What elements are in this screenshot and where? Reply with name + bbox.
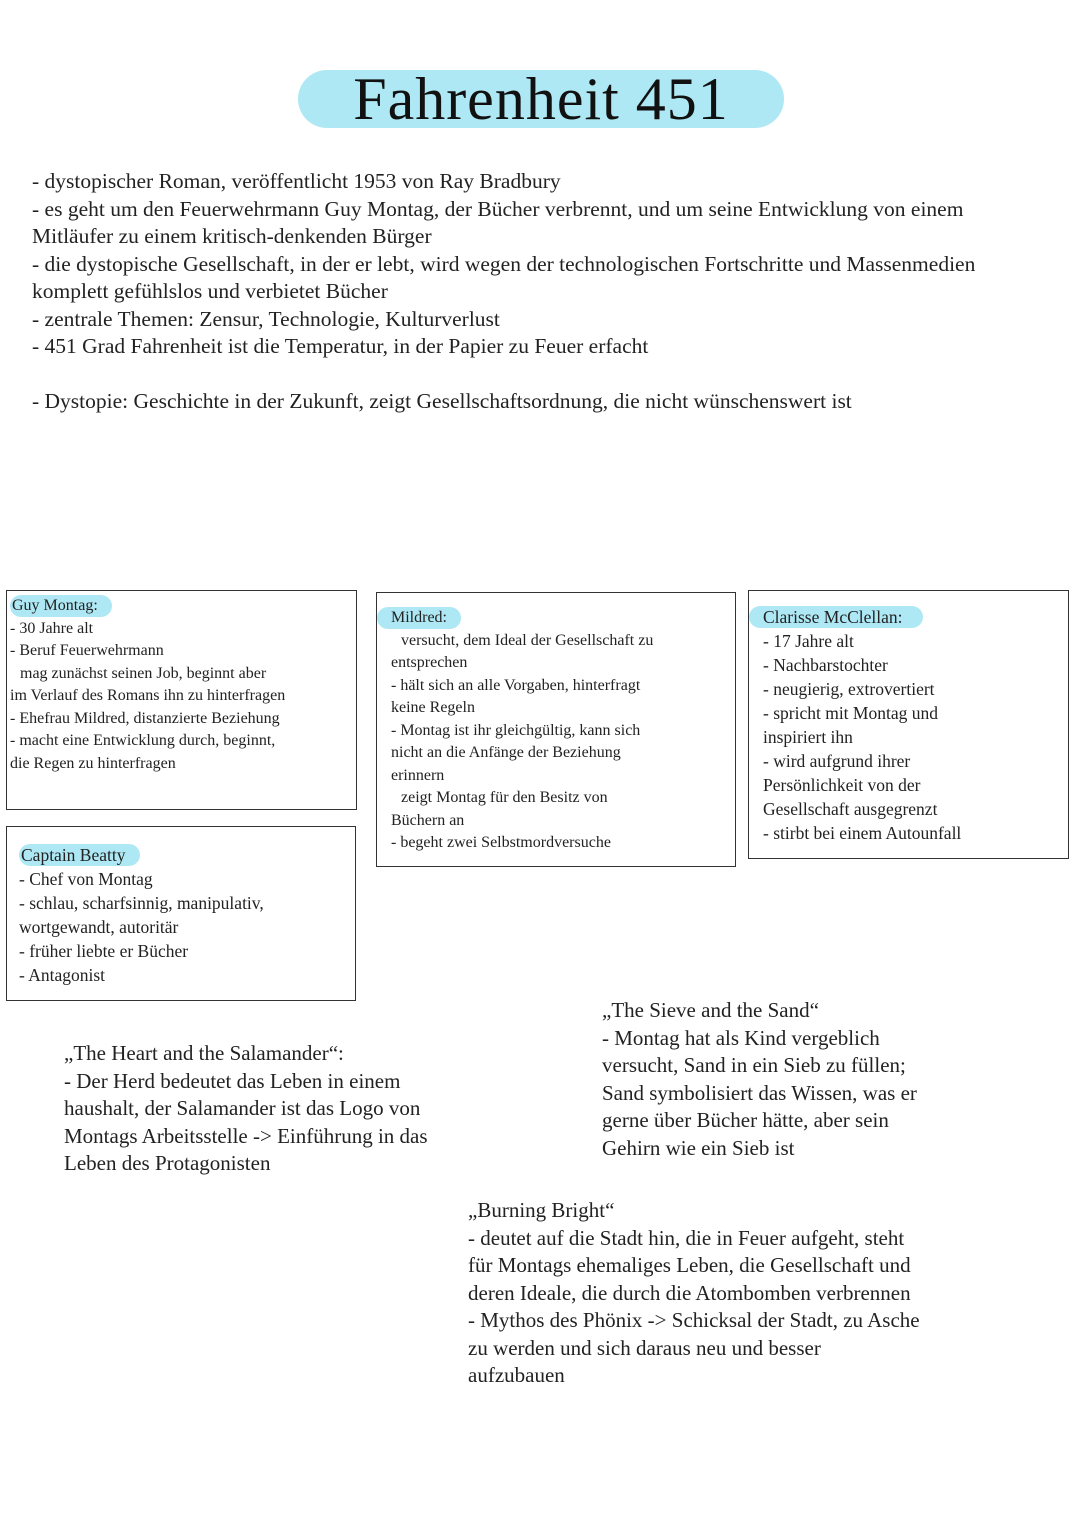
part-line: - Montag hat als Kind vergeblich <box>602 1025 880 1050</box>
part-title: „The Sieve and the Sand“ <box>602 998 819 1022</box>
card-line: Persönlichkeit von der <box>763 775 921 795</box>
part-title: „Burning Bright“ <box>468 1198 615 1222</box>
card-line: - spricht mit Montag und <box>763 703 938 723</box>
character-name: Clarisse McClellan: <box>749 606 923 628</box>
part-burning-bright <box>468 1197 1048 1390</box>
card-line: wortgewandt, autoritär <box>19 917 179 937</box>
character-name: Captain Beatty <box>19 844 140 866</box>
card-line: erinnern <box>391 766 445 784</box>
intro-item: - dystopischer Roman, veröffentlicht 1953 von Ray Bradbury <box>32 169 561 193</box>
part-line: - deutet auf die Stadt hin, die in Feuer aufgeht, steht <box>468 1225 905 1250</box>
part-line: aufzubauen <box>468 1363 565 1387</box>
part-heart-salamander <box>64 1040 534 1178</box>
intro-item: - die dystopische Gesellschaft, in der er lebt, wird wegen der technologischen Fortschritte und Massenmedien komplett gefühlslos und verbietet Bücher <box>32 251 976 303</box>
card-line: zeigt Montag für den Besitz von <box>401 789 608 806</box>
card-line: Gesellschaft ausgegrenzt <box>763 799 938 819</box>
card-line: - Ehefrau Mildred, distanzierte Beziehung <box>10 709 280 727</box>
card-line: - Beruf Feuerwehrmann <box>10 642 164 659</box>
character-card-beatty <box>6 826 356 1001</box>
card-line: entsprechen <box>391 654 468 671</box>
part-sieve-sand <box>602 997 1052 1162</box>
card-line: - wird aufgrund ihrer <box>763 751 911 771</box>
part-line: - Der Herd bedeutet das Leben in einem <box>64 1068 401 1093</box>
card-line: im Verlauf des Romans ihn zu hinterfragen <box>10 687 286 704</box>
card-line: - Nachbarstochter <box>763 655 888 675</box>
part-line: - Mythos des Phönix -> Schicksal der Stadt, zu Asche <box>468 1308 920 1332</box>
card-line: versucht, dem Ideal der Gesellschaft zu <box>401 631 654 649</box>
part-line: haushalt, der Salamander ist das Logo von <box>64 1096 421 1120</box>
card-line: mag zunächst seinen Job, beginnt aber <box>20 664 267 682</box>
card-line: - Antagonist <box>19 965 106 985</box>
part-title: „The Heart and the Salamander“: <box>64 1041 344 1065</box>
part-line: für Montags ehemaliges Leben, die Gesellschaft und <box>468 1253 911 1277</box>
card-line: inspiriert ihn <box>763 727 853 747</box>
part-line: gerne über Bücher hätte, aber sein <box>602 1108 889 1132</box>
card-line: - neugierig, extrovertiert <box>763 679 935 699</box>
part-line: versucht, Sand in ein Sieb zu füllen; <box>602 1053 906 1077</box>
character-card-clarisse <box>748 590 1069 859</box>
card-line: Büchern an <box>391 811 465 829</box>
card-line: - schlau, scharfsinnig, manipulativ, <box>19 893 264 913</box>
character-name: Mildred: <box>377 607 461 629</box>
intro-list <box>32 168 1042 415</box>
part-line: Sand symbolisiert das Wissen, was er <box>602 1080 917 1105</box>
card-line: - stirbt bei einem Autounfall <box>763 823 962 843</box>
card-line: - begeht zwei Selbstmordversuche <box>391 834 611 851</box>
part-line: deren Ideale, die durch die Atombomben verbrennen <box>468 1280 911 1305</box>
intro-item: - zentrale Themen: Zensur, Technologie, Kulturverlust <box>32 306 500 331</box>
character-card-mildred <box>376 592 736 867</box>
part-line: zu werden und sich daraus neu und besser <box>468 1335 821 1360</box>
card-line: - Montag ist ihr gleichgültig, kann sich <box>391 721 641 739</box>
character-card-montag <box>6 590 357 810</box>
spacer <box>32 361 1042 388</box>
card-line: keine Regeln <box>391 699 475 716</box>
card-line: - macht eine Entwicklung durch, beginnt, <box>10 732 276 749</box>
part-line: Gehirn wie ein Sieb ist <box>602 1135 795 1160</box>
card-line: nicht an die Anfänge der Beziehung <box>391 744 621 761</box>
card-line: - hält sich an alle Vorgaben, hinterfragt <box>391 676 641 694</box>
part-line: Montags Arbeitsstelle -> Einführung in das <box>64 1123 428 1148</box>
intro-item: - es geht um den Feuerwehrmann Guy Montag, der Bücher verbrennt, und um seine Entwicklung von einem Mitläufer zu einem kritisch-denkenden Bürger <box>32 196 964 248</box>
card-line: - früher liebte er Bücher <box>19 941 189 961</box>
intro-item: - 451 Grad Fahrenheit ist die Temperatur, in der Papier zu Feuer erfacht <box>32 334 649 358</box>
page-title: Fahrenheit 451 <box>298 70 784 128</box>
card-line: die Regen zu hinterfragen <box>10 754 176 772</box>
part-line: Leben des Protagonisten <box>64 1151 271 1175</box>
dystopie-definition: - Dystopie: Geschichte in der Zukunft, zeigt Gesellschaftsordnung, die nicht wünschenswert ist <box>32 388 852 413</box>
card-line: - 17 Jahre alt <box>763 631 854 651</box>
character-name: Guy Montag: <box>10 595 112 617</box>
card-line: - 30 Jahre alt <box>10 619 94 637</box>
card-line: - Chef von Montag <box>19 869 153 889</box>
